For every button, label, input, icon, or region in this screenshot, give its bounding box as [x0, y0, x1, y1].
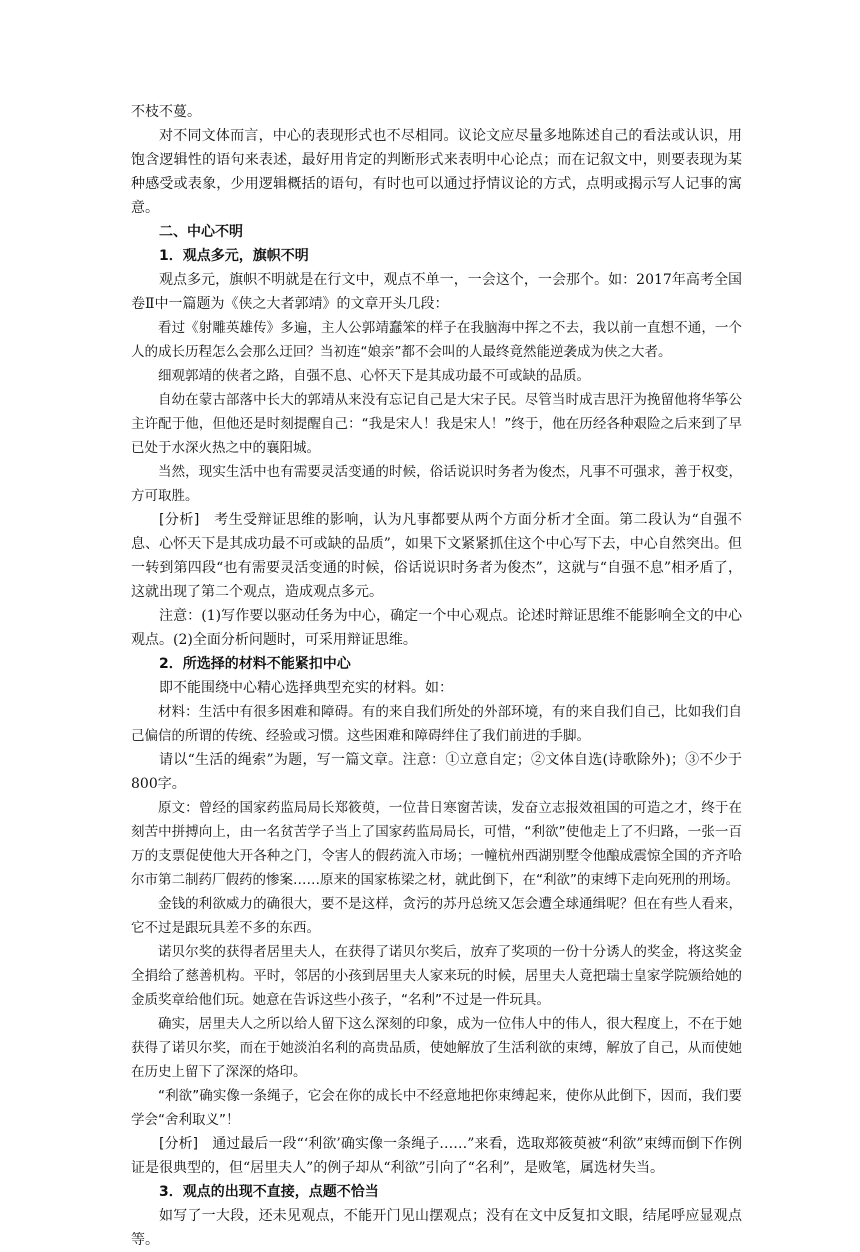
body-paragraph — [131, 1132, 742, 1180]
paragraph-text: 注意：(1)写作要以驱动任务为中心，确定一个中心观点。论述时辩证思维不能影响全文的中心观点。(2)全面分析问题时，可采用辩证思维。 — [131, 608, 742, 648]
paragraph-text: 金钱的利欲威力的确很大，要不是这样，贪污的苏丹总统又怎会遭全球通缉呢？但在有些人看来，它不过是跟玩具差不多的东西。 — [131, 896, 742, 936]
paragraph-text: 即不能围绕中心精心选择典型充实的材料。如： — [159, 680, 453, 696]
paragraph-text: 细观郭靖的侠者之路，自强不息、心怀天下是其成功最不可或缺的品质。 — [158, 368, 590, 384]
body-paragraph — [131, 676, 742, 700]
section-heading — [131, 220, 742, 244]
paragraph-text: 当然，现实生活中也有需要灵活变通的时候，俗话说识时务者为俊杰，凡事不可强求，善于权变，方可取胜。 — [131, 464, 742, 504]
paragraph-text: 确实，居里夫人之所以给人留下这么深刻的印象，成为一位伟人中的伟人，很大程度上，不在于她获得了诺贝尔奖，而在于她淡泊名利的高贵品质，使她解放了生活利欲的束缚，解放了自己，从而使她在历史上留下了深深的烙印。 — [131, 1016, 742, 1080]
quoted-paragraph — [131, 316, 742, 364]
quoted-paragraph — [131, 364, 742, 388]
quoted-paragraph — [131, 796, 742, 892]
quoted-paragraph — [131, 1012, 742, 1084]
quoted-paragraph — [131, 1084, 742, 1132]
quoted-paragraph — [131, 700, 742, 748]
quoted-paragraph — [131, 892, 742, 940]
paragraph-text: 原文：曾经的国家药监局局长郑筱萸，一位昔日寒窗苦读，发奋立志报效祖国的可造之才，终于在刻苦中拼搏向上，由一名贫苦学子当上了国家药监局局长，可惜，“利欲”使他走上了不归路，一张一百万的支票促使他大开各种之门，令害人的假药流入市场；一幢杭州西湖别墅令他酿成震惊全国的齐齐哈尔市第二制药厂假药的惨案……原来的国家栋梁之材，就此倒下，在“利欲”的束缚下走向死刑的刑场。 — [131, 800, 742, 888]
paragraph-text: 如写了一大段，还未见观点，不能开门见山摆观点；没有在文中反复扣文眼，结尾呼应显观点等。 — [131, 1208, 742, 1248]
paragraph-text: 通过最后一段“‘利欲’确实像一条绳子……”来看，选取郑筱萸被“利欲”束缚而倒下作例证是很典型的，但“居里夫人”的例子却从“利欲”引向了“名利”，是败笔，属选材失当。 — [131, 1136, 742, 1176]
section-heading — [131, 244, 742, 268]
paragraph-text: 考生受辩证思维的影响，认为凡事都要从两个方面分析才全面。第二段认为“自强不息、心怀天下是其成功最不可或缺的品质”，如果下文紧紧抓住这个中心写下去，中心自然突出。但一转到第四段“也有需要灵活变通的时候，俗话说识时务者为俊杰”，这就与“自强不息”相矛盾了，这就出现了第二个观点，造成观点多元。 — [131, 512, 742, 600]
paragraph-text: 3．观点的出现不直接，点题不恰当 — [159, 1184, 379, 1200]
paragraph-text: 观点多元，旗帜不明就是在行文中，观点不单一，一会这个，一会那个。如：2017年高考全国卷Ⅱ中一篇题为《侠之大者郭靖》的文章开头几段： — [131, 272, 742, 312]
section-heading — [131, 1180, 742, 1204]
quoted-paragraph — [131, 388, 742, 460]
paragraph-text: “利欲”确实像一条绳子，它会在你的成长中不经意地把你束缚起来，使你从此倒下，因而，我们要学会“舍利取义”！ — [131, 1088, 742, 1128]
analysis-tag: [分析] — [159, 1136, 199, 1152]
paragraph-text: 诺贝尔奖的获得者居里夫人，在获得了诺贝尔奖后，放弃了奖项的一份十分诱人的奖金，将这奖金全捐给了慈善机构。平时，邻居的小孩到居里夫人家来玩的时候，居里夫人竟把瑞士皇家学院颁给她的金质奖章给他们玩。她意在告诉这些小孩子，“名利”不过是一件玩具。 — [131, 944, 742, 1008]
quoted-paragraph — [131, 940, 742, 1012]
paragraph-text: 1．观点多元，旗帜不明 — [159, 248, 309, 264]
body-paragraph — [131, 508, 742, 604]
analysis-tag: [分析] — [159, 512, 200, 528]
paragraph-text: 请以“生活的绳索”为题，写一篇文章。注意：①立意自定；②文体自选(诗歌除外)；③不少于800字。 — [131, 752, 742, 792]
paragraph-text: 对不同文体而言，中心的表现形式也不尽相同。议论文应尽量多地陈述自己的看法或认识，用饱含逻辑性的语句来表述，最好用肯定的判断形式来表明中心论点；而在记叙文中，则要表现为某种感受或表象，少用逻辑概括的语句，有时也可以通过抒情议论的方式，点明或揭示写人记事的寓意。 — [131, 128, 742, 216]
paragraph-text: 二、中心不明 — [159, 224, 243, 240]
body-paragraph — [131, 604, 742, 652]
body-paragraph — [131, 1204, 742, 1252]
paragraph-text: 2．所选择的材料不能紧扣中心 — [159, 656, 351, 672]
body-paragraph — [131, 748, 742, 796]
paragraph-text: 看过《射雕英雄传》多遍，主人公郭靖蠢笨的样子在我脑海中挥之不去，我以前一直想不通，一个人的成长历程怎么会那么迂回？当初连“娘亲”都不会叫的人最终竟然能逆袭成为侠之大者。 — [131, 320, 742, 360]
quoted-paragraph — [131, 460, 742, 508]
body-paragraph — [131, 124, 742, 220]
paragraph-text: 材料：生活中有很多困难和障碍。有的来自我们所处的外部环境，有的来自我们自己，比如我们自己偏信的所谓的传统、经验或习惯。这些困难和障碍绊住了我们前进的手脚。 — [131, 704, 742, 744]
section-heading — [131, 652, 742, 676]
paragraph-text: 不枝不蔓。 — [131, 104, 201, 120]
paragraph-text: 自幼在蒙古部落中长大的郭靖从来没有忘记自己是大宋子民。尽管当时成吉思汗为挽留他将华筝公主许配于他，但他还是时刻提醒自己：“我是宋人！我是宋人！”终于，他在历经各种艰险之后来到了早已处于水深火热之中的襄阳城。 — [131, 392, 742, 456]
body-paragraph — [131, 100, 742, 124]
body-paragraph — [131, 268, 742, 316]
